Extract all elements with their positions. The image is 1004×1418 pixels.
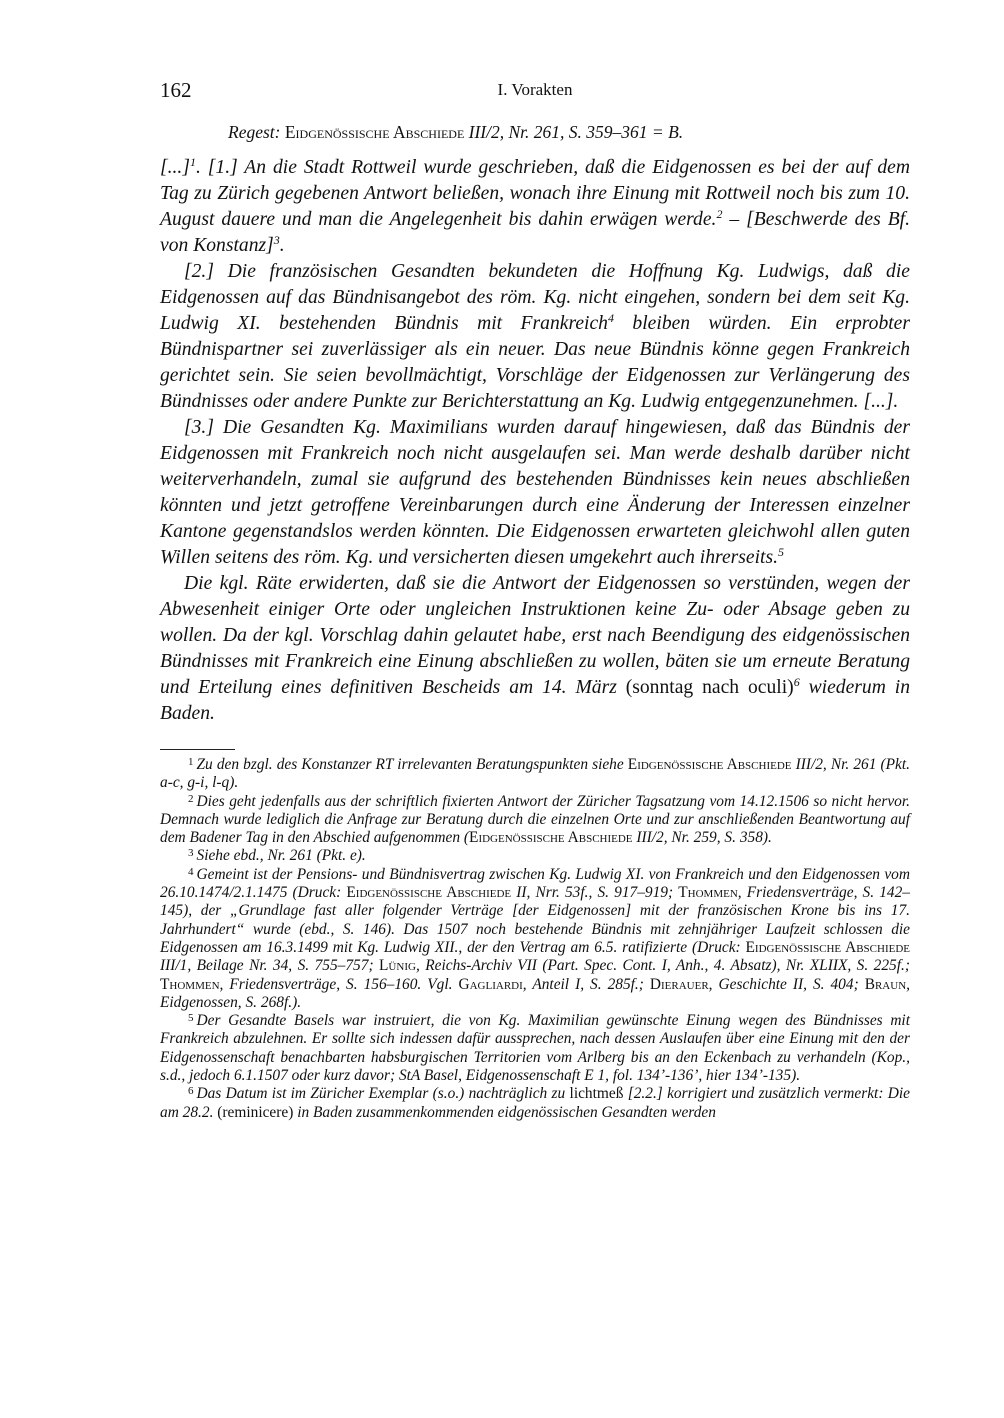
text-span: Der Gesandte Basels war instruiert, die von Kg. Maximilian gewünschte Einung wegen des Bündnisses mit Frankreich abzulehnen. Er sollte sich indessen dafür aussprechen, nach dessen Auslaufen über eine Einung mit den der Eidgenossenschaft benachbarten habsburgischen Territorien vom Arlberg bis an den Eckenbach zu verhandeln (Kop., s.d., jedoch 6.1.1507 oder kurz davor; StA Basel, Eidgenossenschaft E 1, fol. 134’-136’, hier 134’-135). xyxy=(160,1012,910,1085)
footnote-number: 6 xyxy=(188,1085,194,1098)
text-span: . xyxy=(279,235,285,256)
text-span: , Anteil I, S. 285f.; xyxy=(522,975,650,993)
footnote-5 xyxy=(160,1012,910,1085)
text-span: Zu den bzgl. des Konstanzer RT irrelevanten Beratungspunkten siehe xyxy=(196,756,628,773)
text-span: Das Datum ist im Züricher Exemplar (s.o.) nachträglich zu xyxy=(196,1085,570,1103)
quoted-date: (sonntag nach oculi) xyxy=(625,677,794,698)
text-span: , Eidgenossen, S. 268f.). xyxy=(160,975,910,1011)
footnote-divider xyxy=(160,749,235,750)
text-span: Siehe ebd., Nr. 261 (Pkt. e). xyxy=(196,847,366,865)
text-span: in Baden zusammenkommenden eidgenössischen Gesandten werden xyxy=(293,1103,716,1121)
text-span: II, Nrr. 53f., S. 917–919; xyxy=(511,884,679,902)
footnote-number: 1 xyxy=(188,756,194,768)
author-name: Thommen xyxy=(160,975,220,993)
source-name: Eidgenössische Abschiede xyxy=(627,756,792,773)
author-name: Thommen xyxy=(678,884,738,902)
footnote-number: 2 xyxy=(188,792,194,805)
source-name: Eidgenössische Abschiede xyxy=(469,829,633,847)
running-title: I. Vorakten xyxy=(497,80,573,99)
source-name: Eidgenössische Abschiede xyxy=(346,884,512,902)
text-span: wiederum in Baden. xyxy=(160,677,911,724)
regest-line xyxy=(228,122,910,143)
paragraph-2 xyxy=(160,259,910,415)
paragraph-1 xyxy=(160,155,910,259)
paragraph-4 xyxy=(160,571,910,727)
regest-source: Eidgenössische Abschiede xyxy=(284,122,465,142)
quoted-term: (reminicere) xyxy=(217,1103,294,1121)
page-header xyxy=(160,78,910,108)
text-span: Die kgl. Räte erwiderten, daß sie die Antwort der Eidgenossen so verstünden, wegen der Abwesenheit einiger Orte oder ungleichen Instruktionen keine Zu- oder Absage geben zu wollen. Da der kgl. Vorschlag dahin gelautet habe, erst nach Beendigung des eidgenössischen Bündnisses mit Frankreich eine Einung abschließen zu wollen, bäten sie um erneute Beratung und Erteilung eines definitiven Bescheids am 14. März xyxy=(160,573,910,698)
page-number: 162 xyxy=(160,78,192,102)
text-span: – [Beschwerde des Bf. von Konstanz] xyxy=(160,209,911,256)
footnote-4 xyxy=(160,866,910,1012)
text-span: III/2, Nr. 261 (Pkt. a-c, g-i, l-q). xyxy=(160,756,910,792)
footnotes xyxy=(160,756,910,1122)
main-text xyxy=(160,155,910,727)
quoted-term: lichtmeß xyxy=(569,1085,624,1103)
paragraph-3 xyxy=(160,415,910,571)
text-span: , Geschichte II, S. 404; xyxy=(708,975,865,993)
footnote-number: 4 xyxy=(188,865,194,878)
text-span: III/2, Nr. 259, S. 358). xyxy=(632,829,772,847)
text-span: , Friedensverträge, S. 142–145), der „Grundlage fast aller folgender Verträge [der Eidgenossen] mit der französischen Krone bis ins 17. Jahrhundert“ wurde (ebd., S. 146). Das 1507 noch bestehende Bündnis mit zehnjähriger Laufzeit schlossen die Eidgenossen am 16.3.1499 mit Kg. Ludwig XII., der den Vertrag am 6.5. ratifizierte (Druck: xyxy=(160,884,911,956)
author-name: Braun xyxy=(864,975,907,993)
text-span: Dies geht jedenfalls aus der schriftlich fixierten Antwort der Züricher Tagsatzung vom 14.12.1506 so nicht hervor. Demnach wurde lediglich die Anfrage zur Beratung durch die einzelnen Orte und zur anschließenden Beantwortung auf dem Badener Tag in den Abschied aufgenommen ( xyxy=(160,792,910,847)
document-page xyxy=(160,78,910,1122)
footnote-ref-3[interactable]: 3 xyxy=(273,233,280,247)
text-span: III/1, Beilage Nr. 34, S. 755–757; xyxy=(160,957,380,975)
text-span: bleiben würden. Ein erprobter Bündnispartner sei zuverlässiger als ein neuer. Das neue Bündnis könne gegen Frankreich gerichtet sein. Sie seien bevollmächtigt, Vorschläge der Eidgenossen zur Verlängerung des Bündnisses oder andere Punkte zur Berichterstattung an Kg. Ludwig entgegenzunehmen. [...]. xyxy=(160,313,911,412)
text-span: , Friedensverträge, S. 156–160. Vgl. xyxy=(219,975,459,993)
footnote-6 xyxy=(160,1085,910,1122)
footnote-ref-2[interactable]: 2 xyxy=(716,207,723,221)
text-span: . [1.] An die Stadt Rottweil wurde geschrieben, daß die Eidgenossen es bei der auf dem Tag zu Zürich gegebenen Antwort beließen, wonach ihre Einung mit Rottweil noch bis zum 10. August dauere und man die Angelegenheit bis dahin erwägen werde. xyxy=(160,157,910,230)
source-name: Eidgenössische Abschiede xyxy=(745,938,910,956)
footnote-number: 5 xyxy=(188,1012,194,1025)
regest-label: Regest: xyxy=(228,122,281,142)
text-span: [...] xyxy=(160,157,190,178)
text-span: Gemeint ist der Pensions- und Bündnisvertrag zwischen Kg. Ludwig XI. von Frankreich und den Eidgenossen vom 26.10.1474/2.1.1475 (Druck: xyxy=(160,865,910,902)
footnote-1 xyxy=(160,756,910,793)
footnote-2 xyxy=(160,793,910,848)
footnote-ref-4[interactable]: 4 xyxy=(607,311,614,325)
text-span: [2.] Die französischen Gesandten bekundeten die Hoffnung Kg. Ludwigs, daß die Eidgenossen auf das Bündnisangebot des röm. Kg. nicht eingehen, sondern bei dem seit Kg. Ludwig XI. bestehenden Bündnis mit Frankreich xyxy=(160,261,910,334)
footnote-ref-6[interactable]: 6 xyxy=(793,675,800,689)
author-name: Lünig xyxy=(379,957,416,975)
footnote-number: 3 xyxy=(188,847,194,860)
footnote-ref-5[interactable]: 5 xyxy=(778,545,784,559)
author-name: Dierauer xyxy=(649,975,709,993)
text-span: [2.2.] korrigiert und zusätzlich vermerkt: Die am 28.2. xyxy=(160,1085,910,1121)
footnote-3 xyxy=(160,847,910,865)
regest-ref: III/2, Nr. 261, S. 359–361 = B. xyxy=(468,122,684,142)
text-span: , Reichs-Archiv VII (Part. Spec. Cont. I, Anh., 4. Absatz), Nr. XLIIX, S. 225f.; xyxy=(415,957,910,975)
footnote-ref-1[interactable]: 1 xyxy=(189,155,196,169)
text-span: [3.] Die Gesandten Kg. Maximilians wurden darauf hingewiesen, daß das Bündnis der Eidgenossen mit Frankreich noch nicht ausgelaufen sei. Man werde deshalb darüber nicht weiterverhandeln, zumal sie aufgrund des bestehenden Bündnisses kein neues abschließen könnten und jetzt getroffene Vereinbarungen durch eine Änderung der Interessen einzelner Kantone gegenstandslos werden könnten. Die Eidgenossen erwarteten gleichwohl allen guten Willen seitens des röm. Kg. und versicherten diesen umgekehrt auch ihrerseits. xyxy=(160,417,910,568)
author-name: Gagliardi xyxy=(458,975,523,993)
